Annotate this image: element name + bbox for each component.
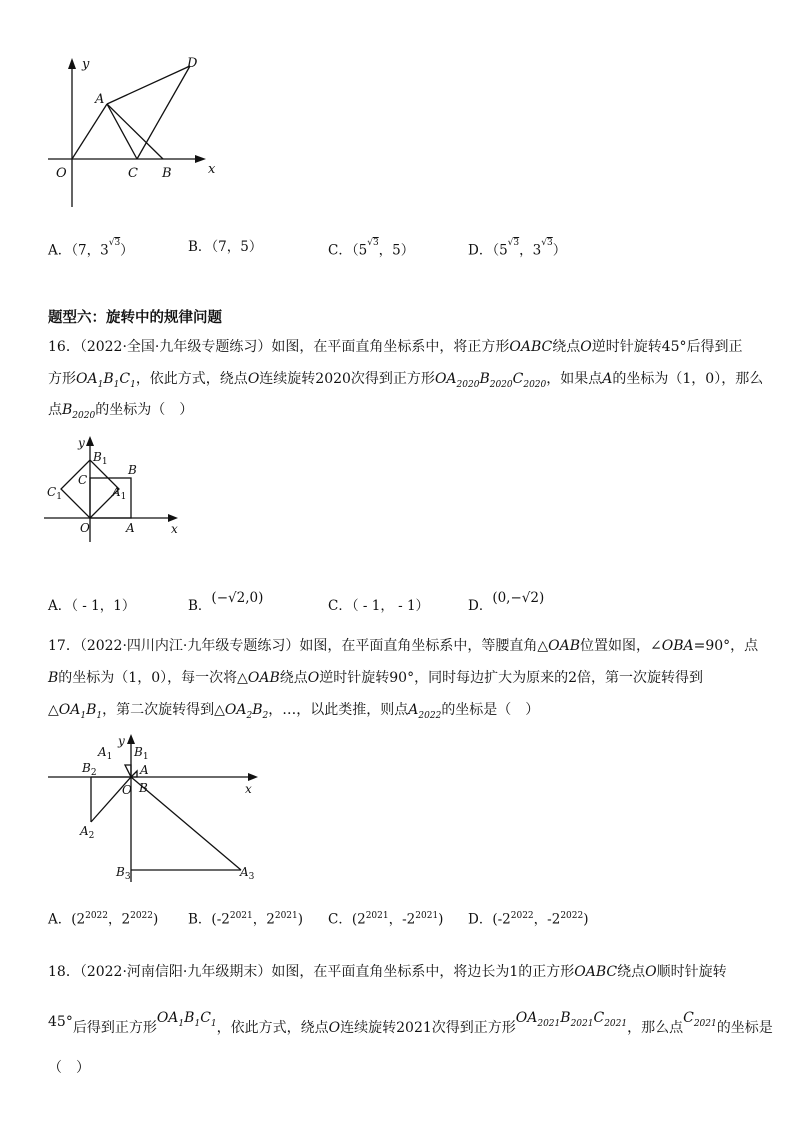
q17-option-a[interactable]: A．($2^{2022}$，$2^{2022}$) [48, 911, 159, 928]
x-arrow-icon [168, 514, 178, 522]
q15-option-a[interactable]: A．（7，$3^{√3}$） [48, 238, 134, 259]
q17-line-2: B的坐标为（1，0），每一次将△OAB绕点O逆时针旋转90°，同时每边扩大为原来的2倍，第一次旋转得到 [48, 670, 703, 686]
q17-line-3: $\triangle OA_1B_1$，第二次旋转得到$\triangle OA_2B_2$，…，以此类推，则点$A_{2022}$的坐标是（ ） [48, 702, 540, 721]
label-b: B [128, 463, 137, 477]
label-y: y [78, 436, 85, 450]
y-arrow-icon [68, 58, 76, 69]
label-a3: $A_3$ [240, 865, 255, 882]
label-x: x [245, 782, 252, 796]
q18-paren[interactable]: （ ） [48, 1060, 90, 1076]
q17-option-c[interactable]: C．($2^{2021}$，$-2^{2021}$) [328, 911, 444, 928]
label-y: y [82, 57, 90, 72]
q18-line-2: 45°后得到正方形$OA_1B_1C_1$，依此方式，绕点O连续旋转2021次得到正方形$OA_{2021}B_{2021}C_{2021}$，那么点$C_{2021}$的坐标是 [48, 1010, 773, 1036]
label-o: O [122, 783, 132, 797]
x-arrow-icon [248, 773, 258, 781]
q15-option-c[interactable]: C．（$5^{√3}$，5） [328, 238, 415, 259]
label-a: A [95, 92, 105, 107]
label-c: C [128, 166, 138, 181]
triangle-oa1b1 [125, 765, 131, 777]
q16-line-1: 16．（2022·全国·九年级专题练习）如图，在平面直角坐标系中，将正方形OABC绕点O逆时针旋转45°后得到正 [48, 339, 743, 355]
x-arrow-icon [195, 155, 206, 163]
q16-option-c[interactable]: C．（ - 1， - 1） [328, 598, 430, 614]
q16-line-3: 点$B_{2020}$的坐标为（ ） [48, 402, 194, 421]
q17-option-b[interactable]: B．($-2^{2021}$，$2^{2021}$) [188, 911, 304, 928]
label-b: B [139, 781, 148, 795]
label-d: D [187, 56, 198, 71]
label-o: O [56, 166, 67, 181]
q17-figure [44, 732, 268, 882]
label-a2: $A_2$ [80, 824, 95, 841]
label-b3: $B_3$ [116, 865, 131, 882]
y-arrow-icon [127, 734, 135, 744]
q16-option-a[interactable]: A．（ - 1，1） [48, 598, 136, 614]
label-b1: $B_1$ [134, 745, 149, 762]
q16-line-2: 方形$OA_1B_1C_1$，依此方式，绕点O连续旋转2020次得到正方形$OA_{2020}B_{2020}C_{2020}$，如果点A的坐标为（1，0），那么 [48, 371, 764, 390]
triangle-oab [131, 771, 137, 777]
y-arrow-icon [86, 436, 94, 446]
q18-line-1: 18．（2022·河南信阳·九年级期末）如图，在平面直角坐标系中，将边长为1的正方形OABC绕点O顺时针旋转 [48, 964, 727, 980]
q15-option-b[interactable]: B．（7，5） [188, 239, 263, 255]
label-o: O [80, 521, 90, 535]
section-title: 题型六：旋转中的规律问题 [48, 310, 222, 326]
label-a: A [140, 763, 149, 777]
label-a1: $A_1$ [112, 485, 127, 502]
q17-option-d[interactable]: D．($-2^{2022}$，$-2^{2022}$) [468, 911, 589, 928]
label-b1: $B_1$ [93, 450, 108, 467]
label-a: A [126, 521, 135, 535]
q16-option-b[interactable]: B．(−√2,0) [188, 590, 264, 614]
label-b2: $B_2$ [82, 761, 97, 778]
figure-1 [40, 52, 230, 207]
q16-figure [44, 434, 189, 542]
q16-option-d[interactable]: D．(0,−√2) [468, 590, 545, 614]
label-a1: $A_1$ [98, 745, 113, 762]
label-c: C [78, 473, 88, 487]
label-c1: $C_1$ [47, 485, 62, 502]
label-x: x [208, 162, 216, 177]
q15-option-d[interactable]: D．（$5^{√3}$，$3^{√3}$） [468, 238, 567, 259]
label-x: x [171, 522, 178, 536]
label-b: B [162, 166, 172, 181]
label-y: y [118, 734, 125, 748]
q17-line-1: 17．（2022·四川内江·九年级专题练习）如图，在平面直角坐标系中，等腰直角△OAB位置如图，∠OBA=90°，点 [48, 638, 759, 654]
